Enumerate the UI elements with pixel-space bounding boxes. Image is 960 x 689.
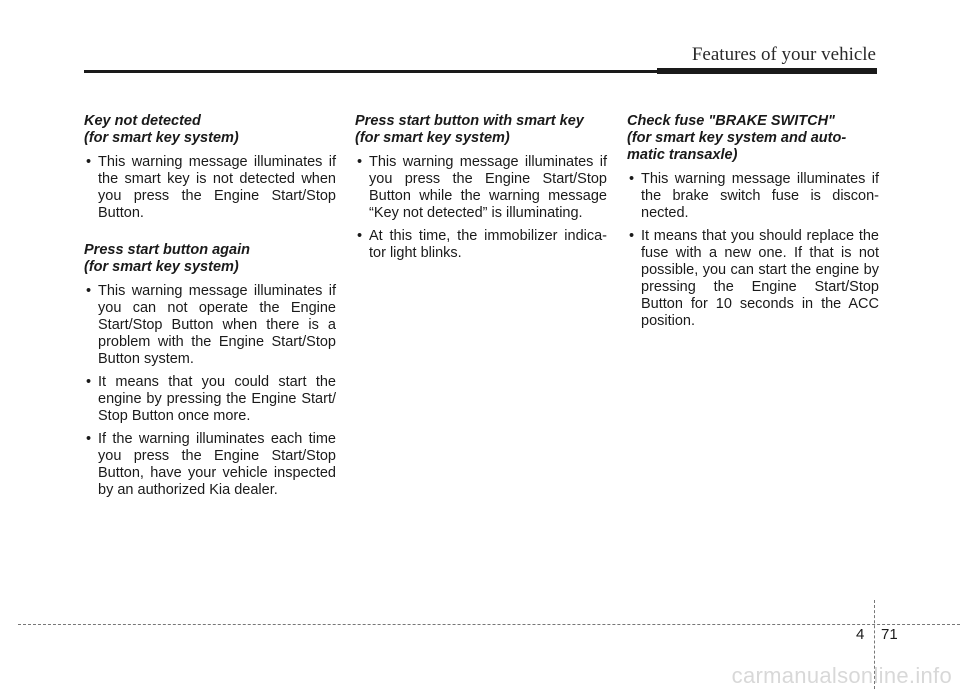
bullet-item: • At this time, the immobilizer indica- tor light blinks.	[355, 228, 607, 262]
bullet-item: • This warning message illuminates if the brake switch fuse is discon- nected.	[627, 171, 879, 222]
section-title: Check fuse "BRAKE SWITCH" (for smart key system and auto- matic transaxle)	[627, 113, 847, 163]
section-press-start-again	[84, 242, 336, 499]
bullet-list	[355, 154, 607, 262]
section-title: Key not detected (for smart key system)	[84, 113, 239, 146]
bullet-item: • It means that you should replace the fuse with a new one. If that is not possible, you can start the engine by pressing the Engine Start/Stop Button for 10 seconds in the ACC position.	[627, 228, 879, 330]
column-1	[84, 113, 336, 505]
bullet-item: • If the warning illuminates each time you press the Engine Start/Stop Button, have your vehicle inspected by an authorized Kia dealer.	[84, 431, 336, 499]
bullet-item: • This warning message illuminates if you can not operate the Engine Start/Stop Button when there is a problem with the Engine Start/Stop Button system.	[84, 283, 336, 368]
section-key-not-detected	[84, 113, 336, 222]
bullet-item: • It means that you could start the engine by pressing the Engine Start/ Stop Button once more.	[84, 374, 336, 425]
header-rule-accent	[657, 68, 877, 74]
section-title: Press start button again (for smart key system)	[84, 242, 250, 275]
header-title: Features of your vehicle	[691, 44, 876, 65]
page-number: 71	[881, 626, 898, 643]
chapter-number: 4	[856, 626, 865, 643]
bullet-list	[84, 154, 336, 222]
bullet-list	[84, 283, 336, 499]
bullet-item: • This warning message illuminates if you press the Engine Start/Stop Button while the warning message “Key not detected” is illuminating.	[355, 154, 607, 222]
section-check-fuse-brake-switch	[627, 113, 879, 330]
bullet-item: • This warning message illuminates if the smart key is not detected when you press the Engine Start/Stop Button.	[84, 154, 336, 222]
footer-divider	[18, 624, 960, 625]
column-2	[355, 113, 607, 268]
section-press-start-with-smart-key	[355, 113, 607, 262]
column-3	[627, 113, 879, 336]
watermark: carmanualsonline.info	[731, 663, 952, 688]
bullet-list	[627, 171, 879, 330]
section-title: Press start button with smart key (for smart key system)	[355, 113, 584, 146]
